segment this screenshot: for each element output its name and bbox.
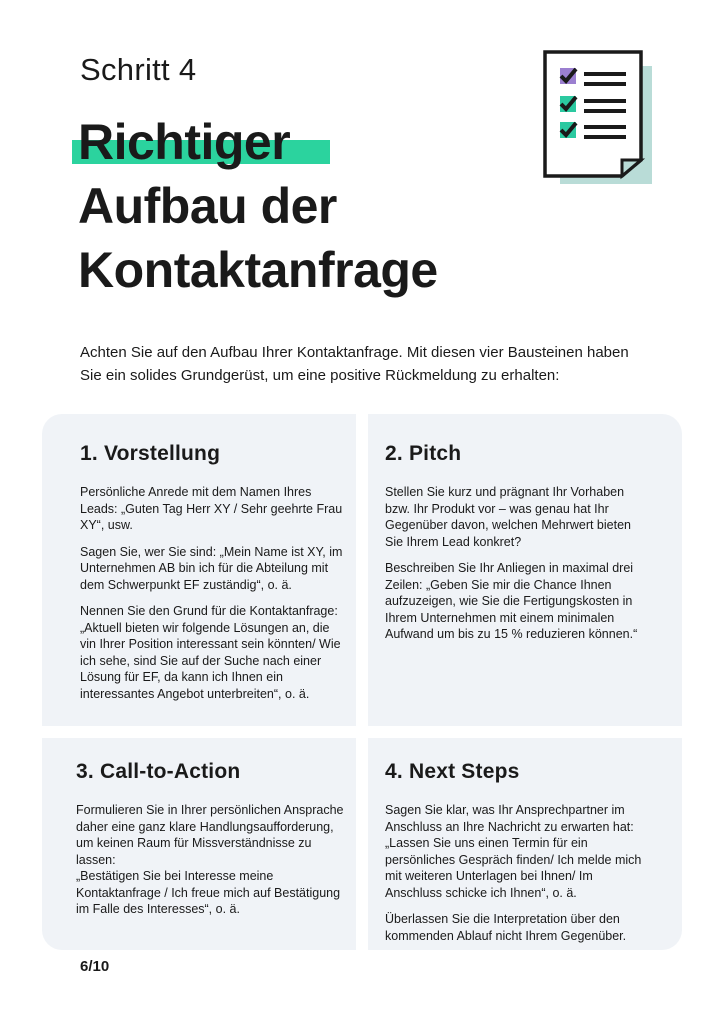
title-line-1: Richtiger: [78, 114, 291, 170]
card-pitch: [368, 414, 682, 726]
card-paragraph: Stellen Sie kurz und prägnant Ihr Vorhaben bzw. Ihr Produkt vor – was genau hat Ihr Gegenüber davon, welchen Mehrwert bieten Sie Ihrem Lead konkret?: [385, 485, 631, 549]
page-title: [78, 110, 538, 302]
card-vorstellung: [42, 414, 356, 726]
card-heading: 4. Next Steps: [385, 760, 520, 783]
card-next-steps: [368, 738, 682, 950]
intro-text: Achten Sie auf den Aufbau Ihrer Kontaktanfrage. Mit diesen vier Bausteinen haben Sie ein solides Grundgerüst, um eine positive Rückmeldung zu erhalten:: [80, 344, 629, 384]
title-line-3: Kontaktanfrage: [78, 242, 438, 298]
card-paragraph: Formulieren Sie in Ihrer persönlichen Ansprache daher eine ganz klare Handlungsaufforderung, um keinen Raum für Missverständnisse zu lassen: „Bestätigen Sie bei Interesse meine Kontaktanfrage / Ich freue mich auf Bestätigung im Falle des Interesses“, o. ä.: [76, 803, 344, 916]
card-heading: 1. Vorstellung: [80, 442, 221, 465]
card-heading: 3. Call-to-Action: [76, 760, 241, 783]
title-line-2: Aufbau der: [78, 178, 337, 234]
checklist-document-icon: [540, 48, 655, 188]
card-paragraph: Beschreiben Sie Ihr Anliegen in maximal drei Zeilen: „Geben Sie mir die Chance Ihnen aufzuzeigen, wie Sie die Fertigungskosten in Ihrem Unternehmen mit einem minimalen Aufwand um bis zu 15 % reduzieren können.“: [385, 561, 638, 641]
card-call-to-action: [42, 738, 356, 950]
card-heading: 2. Pitch: [385, 442, 462, 465]
card-paragraph: Sagen Sie, wer Sie sind: „Mein Name ist XY, im Unternehmen AB bin ich für die Abteilung mit dem Schwerpunkt EF zuständig“, o. ä.: [80, 544, 343, 592]
card-paragraph: Persönliche Anrede mit dem Namen Ihres Leads: „Guten Tag Herr XY / Sehr geehrte Frau XY“, usw.: [80, 485, 343, 532]
page-number: 6/10: [80, 958, 110, 975]
card-paragraph: Sagen Sie klar, was Ihr Ansprechpartner im Anschluss an Ihre Nachricht zu erwarten hat: „Lassen Sie uns einen Termin für ein persönliches Gespräch finden/ Ich melde mich mit weiteren Unterlagen bei Ihnen/ Im Anschluss schicke ich Ihnen“, o. ä.: [385, 803, 642, 900]
step-label: Schritt 4: [80, 52, 197, 87]
card-paragraph: Nennen Sie den Grund für die Kontaktanfrage: „Aktuell bieten wir folgende Lösungen an, die vin Ihrer Position interessant sein könnten/ Wie ich sehe, sind Sie auf der Suche nach einer Lösung für EF, da kann ich Ihnen ein interessantes Angebot unterbreiten“, o. ä.: [80, 604, 341, 701]
card-paragraph: Überlassen Sie die Interpretation über den kommenden Ablauf nicht Ihrem Gegenüber.: [385, 912, 627, 943]
